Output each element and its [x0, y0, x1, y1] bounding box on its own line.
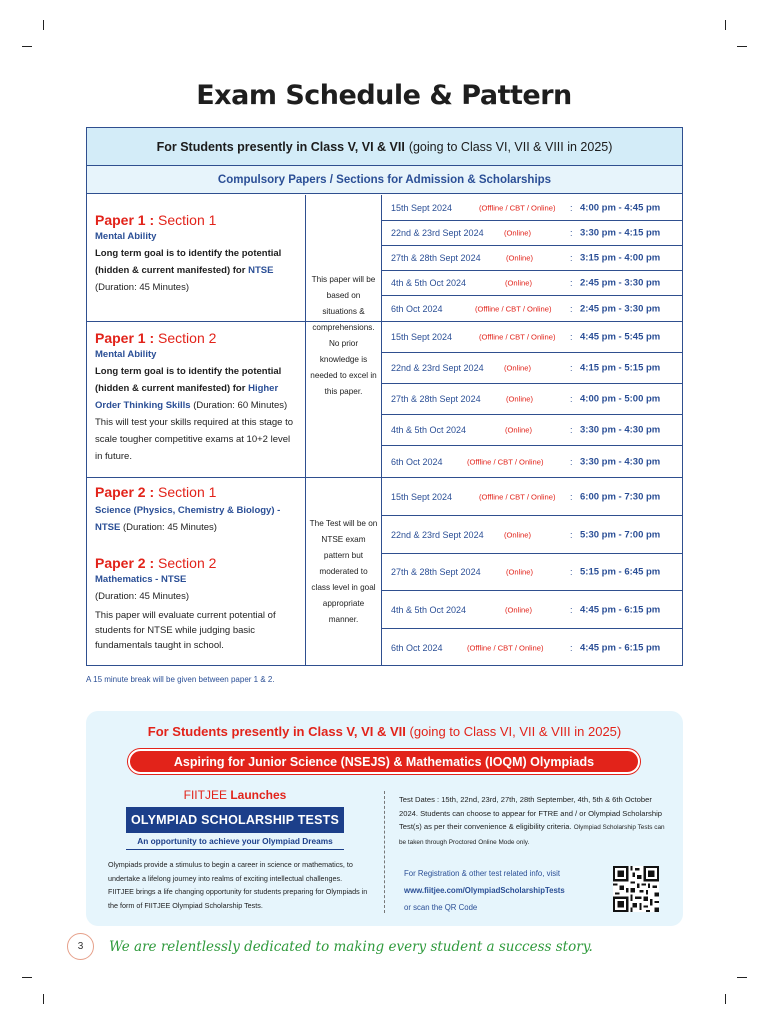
subject: Mental Ability [95, 231, 157, 242]
paper-section [95, 330, 300, 465]
time-slot [382, 246, 683, 271]
registration-link[interactable]: www.fiitjee.com/OlympiadScholarshipTests [404, 886, 565, 895]
dashed-divider [384, 791, 385, 913]
slot-mode: (Offline / CBT / Online) [475, 304, 552, 314]
slot-colon: : [570, 363, 573, 373]
time-slot [382, 296, 683, 322]
slot-time: 4:00 pm - 4:45 pm [580, 202, 661, 213]
slot-date: 27th & 28th Sept 2024 [391, 253, 481, 263]
tagline-underline [126, 849, 344, 850]
slot-time: 4:15 pm - 5:15 pm [580, 362, 661, 374]
promo-heading-rest: (going to Class VI, VII & VIII in 2025) [409, 724, 622, 739]
schedule-table [86, 127, 683, 666]
page-number: 3 [67, 933, 94, 960]
slot-mode: (Offline / CBT / Online) [479, 332, 556, 342]
qr-code-icon[interactable] [613, 866, 659, 912]
slot-time: 3:30 pm - 4:30 pm [580, 424, 661, 436]
slot-mode: (Online) [506, 394, 534, 404]
slot-date: 27th & 28th Sept 2024 [391, 394, 481, 404]
paper1-section1-group [87, 195, 682, 322]
paper2-note: The Test will be on NTSE exam pattern but moderated to class level in goal appropriate manner. [306, 478, 382, 666]
slot-colon: : [570, 394, 573, 404]
promo-paragraph: Olympiads provide a stimulus to begin a career in science or mathematics, to undertake a lifelong journey into realms of exciting intellectual challenges. FIITJEE brings a life changing opportunity for students preparing for Olympiads in the form of FIITJEE Olympiad Scholarship Tests. [108, 860, 368, 910]
slot-date: 22nd & 23rd Sept 2024 [391, 363, 484, 373]
crop-mark [725, 994, 726, 1004]
paper2-group [87, 478, 682, 666]
description-highlight: NTSE [248, 265, 274, 276]
slot-date: 6th Oct 2024 [391, 457, 443, 467]
olympiad-pill-banner: Aspiring for Junior Science (NSEJS) & Mathematics (IOQM) Olympiads [128, 749, 640, 774]
schedule-subheader: Compulsory Papers / Sections for Admission & Scholarships [87, 166, 682, 194]
crop-mark [43, 994, 44, 1004]
slot-time: 6:00 pm - 7:30 pm [580, 491, 661, 502]
slot-colon: : [570, 332, 573, 342]
crop-mark [22, 977, 32, 978]
scholarship-tests-banner: OLYMPIAD SCHOLARSHIP TESTS [126, 807, 344, 833]
slot-colon: : [570, 253, 573, 263]
slot-colon: : [570, 491, 573, 502]
paper-section [95, 484, 300, 536]
slot-time: 2:45 pm - 3:30 pm [580, 277, 661, 289]
slot-mode: (Online) [505, 278, 533, 288]
slot-colon: : [570, 304, 573, 314]
paper-label: Paper 2 : [95, 555, 155, 571]
paper-label: Paper 1 : [95, 330, 155, 346]
crop-mark [43, 20, 44, 30]
time-slot [382, 271, 683, 296]
time-slot [382, 384, 683, 415]
paper-heading [95, 555, 300, 571]
slot-date: 15th Sept 2024 [391, 491, 453, 502]
slot-date: 15th Sept 2024 [391, 332, 453, 342]
fiitjee-launches [86, 788, 384, 802]
slot-mode: (Online) [504, 530, 532, 539]
section-label: Section 1 [158, 484, 217, 500]
slot-colon: : [570, 457, 573, 467]
slot-time: 4:45 pm - 5:45 pm [580, 331, 661, 343]
time-slot [382, 554, 683, 591]
test-dates-note: Olympiad Scholarship Tests can be taken through Proctored Online Mode only. [399, 824, 665, 846]
slot-mode: (Online) [504, 228, 532, 238]
slot-date: 6th Oct 2024 [391, 304, 443, 314]
slot-colon: : [570, 529, 573, 540]
registration-info [404, 865, 604, 916]
paper-info-cell [87, 195, 306, 321]
duration: (Duration: 45 Minutes) [122, 522, 217, 533]
promo-heading-bold: For Students presently in Class V, VI & VII [147, 724, 406, 739]
subject: Mental Ability [95, 349, 157, 360]
slot-time: 3:30 pm - 4:30 pm [580, 456, 661, 468]
slot-mode: (Online) [505, 425, 533, 435]
crop-mark [725, 20, 726, 30]
page-title: Exam Schedule & Pattern [196, 80, 572, 111]
slot-colon: : [570, 567, 573, 577]
duration: (Duration: 60 Minutes) [193, 400, 288, 411]
time-slot [382, 353, 683, 384]
paper-label: Paper 2 : [95, 484, 155, 500]
slot-time: 4:45 pm - 6:15 pm [580, 604, 661, 615]
duration: (Duration: 45 Minutes) [95, 282, 189, 293]
time-slot [382, 415, 683, 446]
test-dates-text: Test Dates : 15th, 22nd, 23rd, 27th, 28th September, 4th, 5th & 6th October 2024. Students can choose to appear for FTRE and / or Olympiad Scholarship Test(s) as per their convenience & eligibility criteria. [399, 795, 662, 831]
time-slot [382, 591, 683, 629]
qr-instruction: or scan the QR Code [404, 903, 478, 912]
slot-time: 4:00 pm - 5:00 pm [580, 393, 661, 405]
description [95, 502, 300, 536]
time-slot [382, 516, 683, 554]
slot-mode: (Offline / CBT / Online) [467, 457, 544, 467]
section-label: Section 1 [158, 212, 217, 228]
description-highlight: Higher Order Thinking Skills [95, 383, 279, 411]
test-dates [399, 793, 669, 849]
description-extra: This paper will evaluate current potential of students for NTSE while judging basic fundamentals taught in school. [95, 610, 276, 651]
slot-time: 4:45 pm - 6:15 pm [580, 642, 661, 653]
paper1-section2-group [87, 322, 682, 478]
slot-mode: (Offline / CBT / Online) [479, 203, 556, 212]
description-extra: This will test your skills required at this stage to scale tougher competitive exams at 10+2 level in future. [95, 417, 293, 462]
description-text: Long term goal is to identify the potential (hidden & current manifested) for [95, 248, 282, 276]
paper-heading [95, 484, 300, 500]
slot-date: 4th & 5th Oct 2024 [391, 604, 467, 615]
slot-mode: (Online) [505, 605, 533, 614]
launches-label: Launches [230, 788, 287, 802]
slot-date: 4th & 5th Oct 2024 [391, 425, 467, 435]
olympiad-promo-box [86, 711, 683, 926]
slot-date: 22nd & 23rd Sept 2024 [391, 529, 484, 540]
description-text: Long term goal is to identify the potential (hidden & current manifested) for [95, 366, 282, 394]
slot-colon: : [570, 604, 573, 615]
time-slot [382, 322, 683, 353]
schedule-header-rest: (going to Class VI, VII & VIII in 2025) [408, 139, 613, 154]
section-label: Section 2 [158, 555, 217, 571]
slot-mode: (Online) [506, 253, 534, 263]
slot-colon: : [570, 425, 573, 435]
time-slot [382, 221, 683, 246]
slot-mode: (Offline / CBT / Online) [467, 643, 544, 652]
crop-mark [22, 46, 32, 47]
schedule-header [87, 128, 682, 166]
slot-time: 5:30 pm - 7:00 pm [580, 529, 661, 540]
slot-colon: : [570, 202, 573, 213]
slot-time: 3:30 pm - 4:15 pm [580, 227, 661, 239]
registration-text: For Registration & other test related info, visit [404, 869, 561, 878]
footer-tagline: We are relentlessly dedicated to making every student a success story. [109, 939, 593, 955]
slot-date: 22nd & 23rd Sept 2024 [391, 228, 484, 238]
time-slot [382, 446, 683, 478]
description [95, 363, 300, 414]
time-slots [382, 322, 683, 478]
paper1-note: This paper will be based on situations & comprehensions. No prior knowledge is needed to excel in this paper. [306, 195, 382, 478]
time-slot [382, 195, 683, 221]
paper-label: Paper 1 : [95, 212, 155, 228]
slot-colon: : [570, 278, 573, 288]
slot-mode: (Online) [504, 363, 532, 373]
slot-date: 15th Sept 2024 [391, 202, 453, 213]
slot-mode: (Offline / CBT / Online) [479, 492, 556, 501]
duration: (Duration: 45 Minutes) [95, 591, 189, 602]
opportunity-tagline: An opportunity to achieve your Olympiad Dreams [137, 836, 333, 846]
subject: Science (Physics, Chemistry & Biology) - NTSE [95, 505, 281, 533]
slot-date: 27th & 28th Sept 2024 [391, 567, 481, 577]
slot-date: 6th Oct 2024 [391, 642, 443, 653]
description [95, 245, 300, 296]
slot-time: 5:15 pm - 6:45 pm [580, 566, 661, 578]
time-slots [382, 478, 683, 666]
crop-mark [737, 977, 747, 978]
slot-mode: (Online) [506, 567, 534, 577]
time-slots [382, 195, 683, 322]
crop-mark [737, 46, 747, 47]
slot-colon: : [570, 228, 573, 238]
paper-heading [95, 212, 300, 228]
section-label: Section 2 [158, 330, 217, 346]
slot-colon: : [570, 642, 573, 653]
slot-time: 2:45 pm - 3:30 pm [580, 303, 661, 315]
break-note: A 15 minute break will be given between paper 1 & 2. [86, 675, 275, 684]
promo-heading [86, 724, 683, 739]
time-slot [382, 478, 683, 516]
paper-section [95, 212, 300, 296]
paper-section [95, 555, 300, 653]
paper-info-cell [87, 478, 306, 666]
fiitjee-label: FIITJEE [183, 788, 227, 802]
slot-date: 4th & 5th Oct 2024 [391, 278, 467, 288]
paper-heading [95, 330, 300, 346]
slot-time: 3:15 pm - 4:00 pm [580, 252, 661, 264]
subject: Mathematics - NTSE [95, 574, 187, 585]
time-slot [382, 629, 683, 666]
schedule-header-bold: For Students presently in Class V, VI & VII [156, 139, 405, 154]
paper-info-cell [87, 322, 306, 477]
